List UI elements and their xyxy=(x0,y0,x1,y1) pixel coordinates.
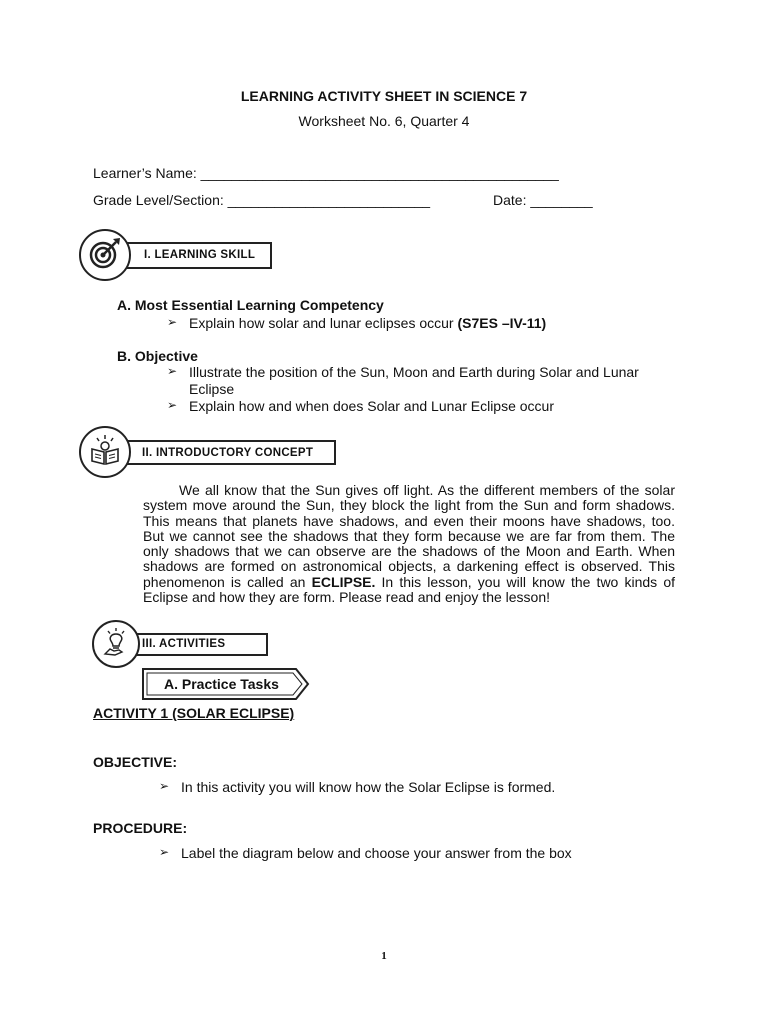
paragraph-text-1: We all know that the Sun gives off light. As the different members of the solar system move around the Sun, they block the light from the Sun and form shadows. This means that planets have shadows, and even their moons have shadows, too. But we cannot see the shadows that they form because we are far from them. The only shadows that we can observe are the shadows of the Moon and Earth. When shadows are formed on astronomical objects, a darkening effect is observed. This phenomenon is called an xyxy=(143,482,675,590)
learning-skill-banner-label: I. LEARNING SKILL xyxy=(144,249,256,261)
practice-tasks-tab xyxy=(142,668,312,700)
eclipse-term: ECLIPSE. xyxy=(311,573,376,590)
competency-text: Explain how solar and lunar eclipses occur xyxy=(189,315,458,331)
practice-tasks-label: A. Practice Tasks xyxy=(164,676,279,692)
competency-heading: A. Most Essential Learning Competency xyxy=(117,297,384,313)
procedure-bullet xyxy=(159,845,659,863)
worksheet-title: LEARNING ACTIVITY SHEET IN SCIENCE 7 xyxy=(240,88,528,104)
bullet-arrow-icon: ➢ xyxy=(167,315,178,329)
lightbulb-hand-icon xyxy=(101,627,131,662)
bullet-arrow-icon: ➢ xyxy=(167,398,178,412)
learning-skill-emblem xyxy=(79,229,131,281)
bullet-arrow-icon: ➢ xyxy=(167,364,178,378)
bullet-arrow-icon: ➢ xyxy=(159,779,170,793)
objective-bullet-2-text: Explain how and when does Solar and Lunar Eclipse occur xyxy=(189,398,555,414)
learner-name-field[interactable]: Learner’s Name: ______________________________________________ xyxy=(93,165,559,181)
activity-objective-bullet xyxy=(159,779,659,797)
introductory-paragraph xyxy=(143,483,675,605)
grade-level-section-field[interactable]: Grade Level/Section: __________________________ xyxy=(93,192,431,208)
book-lightbulb-icon xyxy=(88,433,122,472)
target-icon xyxy=(88,236,122,275)
competency-code: (S7ES –IV-11) xyxy=(457,315,547,331)
objective-label: OBJECTIVE: xyxy=(93,754,178,770)
worksheet-subtitle: Worksheet No. 6, Quarter 4 xyxy=(298,113,470,129)
procedure-text: Label the diagram below and choose your answer from the box xyxy=(181,845,572,861)
competency-bullet xyxy=(167,315,687,333)
activity-title: ACTIVITY 1 (SOLAR ECLIPSE) xyxy=(93,705,295,721)
objective-bullet-2 xyxy=(167,398,667,416)
activities-emblem xyxy=(92,620,140,668)
introductory-concept-banner-label: II. INTRODUCTORY CONCEPT xyxy=(142,447,314,459)
introductory-concept-emblem xyxy=(79,426,131,478)
activities-banner-label: III. ACTIVITIES xyxy=(142,638,226,650)
introductory-concept-banner xyxy=(114,440,336,465)
page-number: 1 xyxy=(381,950,387,962)
objective-bullet-1 xyxy=(167,364,667,400)
objective-bullet-1-text: Illustrate the position of the Sun, Moon and Earth during Solar and Lunar Eclipse xyxy=(189,364,639,397)
activity-objective-text: In this activity you will know how the Solar Eclipse is formed. xyxy=(181,779,556,795)
objective-heading: B. Objective xyxy=(117,348,198,364)
learning-skill-banner xyxy=(116,242,272,269)
bullet-arrow-icon: ➢ xyxy=(159,845,170,859)
paragraph-text-2: In this lesson, you will know the two kinds of Eclipse and how they are form. Please read and enjoy the lesson! xyxy=(143,573,675,606)
date-field[interactable]: Date: ________ xyxy=(493,192,593,208)
procedure-label: PROCEDURE: xyxy=(93,820,188,836)
